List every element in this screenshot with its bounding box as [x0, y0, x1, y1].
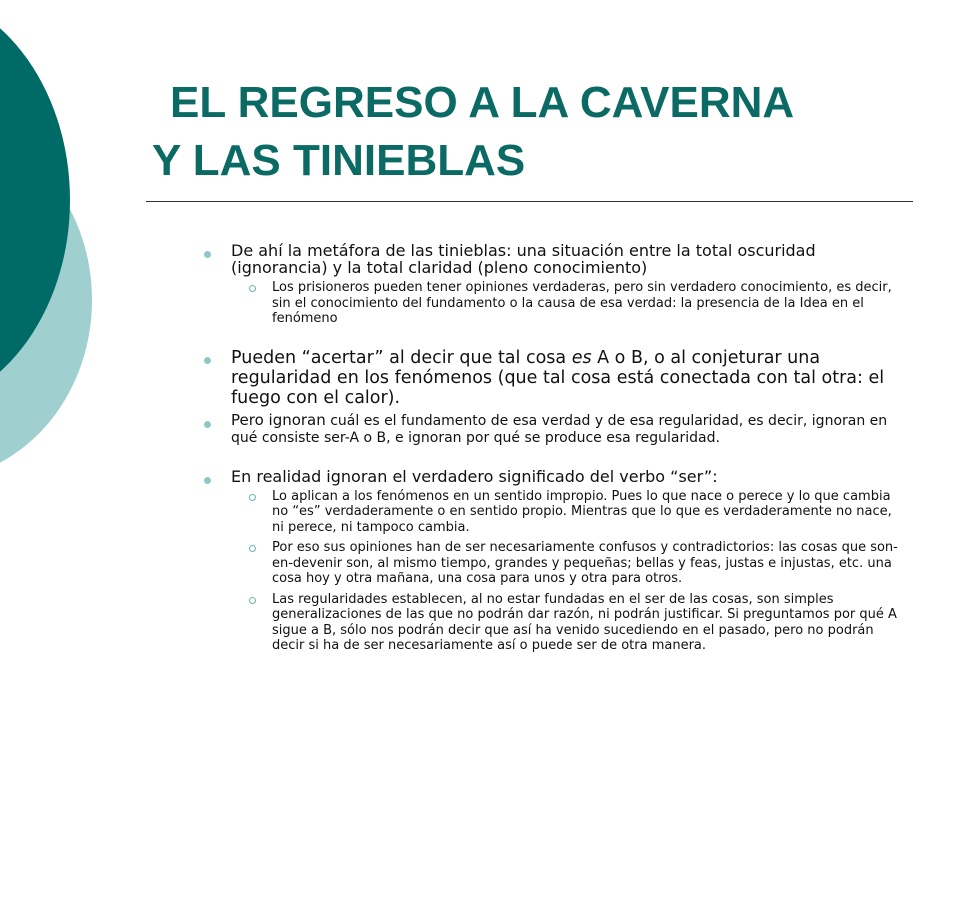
sub-bullet-text: Las regularidades establecen, al no estar fundadas en el ser de las cosas, son simples generalizaciones de las que no podrán dar razón, ni podrán justificar. Si preguntamos por qué A sigue a B, sólo nos podrán decir que así ha venido sucediendo en el pasado, pero no podrán decir si ha de ser necesariamente así o puede ser de otra manera.: [272, 591, 897, 653]
bullet-text-part2: A o B, o al conjeturar una regularidad en los fenómenos (que tal cosa está conectada con tal otra: el fuego con el calor).: [231, 347, 885, 408]
sub-bullet-opiniones: [245, 540, 904, 587]
sub-bullet-text: Por eso sus opiniones han de ser necesariamente confusos y contradictorios: las cosas que son-en-devenir son, al mismo tiempo, grandes y pequeñas; bellas y feas, justas e injustas, etc. una cosa hoy y otra mañana, una cosa para unos y otra para otros.: [272, 540, 898, 586]
bullet-text-emphasis: es: [571, 347, 592, 368]
bullet-tinieblas: [204, 242, 904, 276]
slide-title-line-1: EL REGRESO A LA CAVERNA: [170, 78, 795, 127]
sub-bullet-prisioneros: [245, 280, 904, 327]
bullet-text-part1: Pueden “acertar” al decir que tal cosa: [231, 347, 572, 368]
sub-bullet-impropio: [245, 489, 904, 536]
sub-bullet-regularidades: [245, 592, 904, 654]
bullet-text: De ahí la metáfora de las tinieblas: una situación entre la total oscuridad (ignorancia) y la total claridad (pleno conocimiento): [231, 241, 816, 277]
bullet-lead-text: Pero ignoran: [231, 410, 326, 429]
slide-title: [152, 74, 912, 190]
sub-bullet-text: Lo aplican a los fenómenos en un sentido impropio. Pues lo que nace o perece y lo que cambia no “es” verdaderamente o en sentido propio. Mientras que lo que es verdaderamente no nace, ni perece, ni tampoco cambia.: [272, 488, 892, 535]
bullet-verbo-ser: [204, 468, 904, 485]
bullet-ignoran: [204, 412, 904, 447]
title-divider: [146, 201, 913, 202]
slide-body: [204, 242, 904, 654]
bullet-text: cuál es el fundamento de esa verdad y de esa regularidad, es decir, ignoran en qué consiste ser-A o B, e ignoran por qué se produce esa regularidad.: [231, 412, 888, 446]
slide-title-line-2: Y LAS TINIEBLAS: [152, 136, 526, 185]
sub-bullet-text: Los prisioneros pueden tener opiniones verdaderas, pero sin verdadero conocimiento, es decir, sin el conocimiento del fundamento o la causa de esa verdad: la presencia de la Idea en el fenómeno: [272, 280, 892, 326]
bullet-acertar: [204, 348, 904, 408]
bullet-text: En realidad ignoran el verdadero significado del verbo “ser”:: [231, 466, 718, 486]
